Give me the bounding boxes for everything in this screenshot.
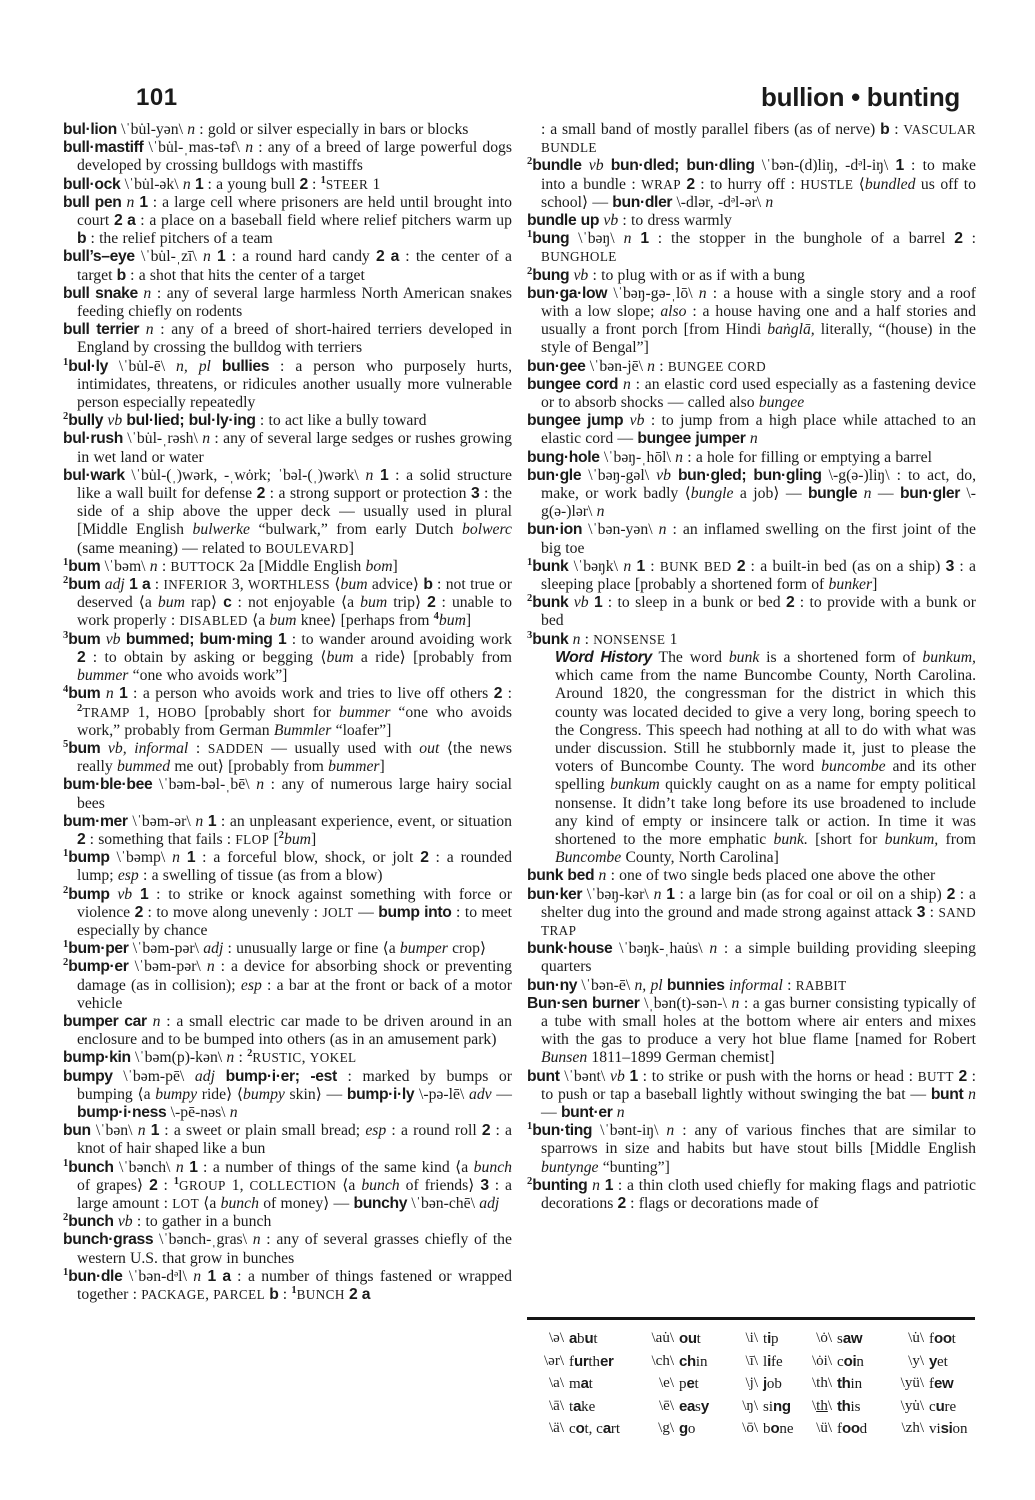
- dictionary-entry: bunk·house \ˈbəŋk-ˌhau̇s\ n : a simple building providing sleeping quarters: [527, 940, 976, 976]
- dictionary-entry: bundle up vb : to dress warmly: [527, 212, 732, 230]
- pron-key-cell: \u̇\ foot: [908, 1330, 956, 1347]
- dictionary-entry: bull terrier n : any of a breed of short-haired terriers developed in England by crossing the bulldog with terriers: [63, 321, 512, 357]
- word-history-note: Word History The word bunk is a shortened form of bunkum, which came from the name Buncombe County, North Carolina. Around 1820, the congressman for the district in which this county was located decided to give a very long, boring speech to the Congress. This speech had nothing at all to do with what was under discussion. Still he stubbornly made it, just to please the voters of Buncombe County. The word buncombe and its other spelling bunkum quickly caught on as a name for empty political nonsense. It didn’t take long before its use broadened to include any kind of empty or insincere talk or action. In time it was shortened to the more emphatic bunk. [short for bunkum, from Buncombe County, North Carolina]: [555, 648, 977, 867]
- dictionary-entry: bull·ock \ˈbu̇l-ək\ n 1 : a young bull 2 : $^1$STEER 1: [63, 174, 381, 193]
- pronunciation-key-table: [527, 1329, 975, 1439]
- dictionary-entry: bun \ˈbən\ n 1 : a sweet or plain small bread; esp : a round roll 2 : a knot of hair shaped like a bun: [63, 1122, 512, 1158]
- dictionary-entry: bumper car n : a small electric car made to be driven around in an enclosure and to be bumped into others (as in an amusement park): [63, 1012, 512, 1049]
- dictionary-entry: $^2$bung vb : to plug with or as if with a bung: [527, 265, 805, 284]
- pron-key-cell: \zh\ vision: [901, 1420, 968, 1437]
- pronunciation-key: [527, 1317, 975, 1439]
- pron-key-cell: \au̇\ out: [651, 1330, 701, 1347]
- dictionary-entry: $^2$bunch vb : to gather in a bunch: [63, 1211, 272, 1231]
- dictionary-entry: bul·lion \ˈbu̇l-yən\ n : gold or silver especially in bars or blocks: [63, 121, 469, 138]
- pron-key-cell: \ər\ further: [544, 1352, 614, 1370]
- dictionary-entry: bum·ble·bee \ˈbəm-bəl-ˌbē\ n : any of numerous large hairy social bees: [63, 776, 512, 812]
- pron-key-cell: \ə\ abut: [549, 1330, 598, 1347]
- pron-key-cell: \ch\ chin: [651, 1352, 708, 1370]
- dictionary-entry: bull snake n : any of several large harmless North American snakes feeding chiefly on rodents: [63, 284, 512, 321]
- dictionary-entry: $^1$bun·dle \ˈbən-dᵊl\ n 1 a : a number of things fastened or wrapped together : PACKAGE, PARCEL b : $^1$BUNCH 2 a: [63, 1266, 512, 1303]
- dictionary-entry: bum·mer \ˈbəm-ər\ n 1 : an unpleasant experience, event, or situation 2 : something that fails : FLOP [$^2$bum]: [63, 812, 512, 848]
- dictionary-entry: bul·wark \ˈbu̇l-(ˌ)wərk, -ˌwȯrk; ˈbəl-(ˌ)wərk\ n 1 : a solid structure like a wall built for defense 2 : a strong support or protection 3 : the side of a ship above the upper deck — usually used in plural [Middle English bulwerke “bulwark,” from early Dutch bolwerc (same meaning) — related to BOULEVARD]: [63, 466, 513, 557]
- pron-key-cell: \yu̇\ cure: [900, 1397, 957, 1415]
- dictionary-entry: $^1$bunch \ˈbənch\ n 1 : a number of things of the same kind ⟨a bunch of grapes⟩ 2 : $^1$GROUP 1, COLLECTION ⟨a bunch of friends⟩ 3 : a large amount : LOT ⟨a bunch of money⟩ — bunchy \ˈbən-chē\ adj: [63, 1157, 512, 1212]
- dictionary-entry: bunt \ˈbənt\ vb 1 : to strike or push with the horns or head : BUTT 2 : to push or tap a baseball lightly without swinging the bat — bunt n — bunt·er n: [527, 1067, 976, 1121]
- pron-key-cell: \yü\ few: [900, 1375, 954, 1392]
- pron-key-cell: \g\ go: [658, 1420, 696, 1437]
- dictionary-entry: $^1$bump \ˈbəmp\ n 1 : a forceful blow, shock, or jolt 2 : a rounded lump; esp : a swelling of tissue (as from a blow): [63, 847, 512, 885]
- dictionary-entry: bun·ny \ˈbən-ē\ n, pl bunnies informal : RABBIT: [527, 976, 847, 994]
- left-column: [63, 121, 512, 1304]
- dictionary-entry: $^1$bum \ˈbəm\ n : BUTTOCK 2a [Middle English bom]: [63, 556, 398, 575]
- pron-key-cell: \ē\ easy: [659, 1397, 709, 1415]
- dictionary-entry: $^2$bunting n 1 : a thin cloth used chiefly for making flags and patriotic decorations 2 : flags or decorations made of: [527, 1175, 976, 1212]
- dictionary-entry: bull·mastiff \ˈbu̇l-ˌmas-təf\ n : any of a breed of large powerful dogs developed by crossing bulldogs with mastiffs: [63, 139, 513, 175]
- dictionary-entry: $^1$bung \ˈbəŋ\ n 1 : the stopper in the bunghole of a barrel 2 : BUNGHOLE: [527, 228, 976, 265]
- pron-key-cell: \ā\ take: [549, 1397, 596, 1415]
- pron-key-cell: \a\ mat: [549, 1375, 593, 1392]
- dictionary-entry: bun·ion \ˈbən-yən\ n : an inflamed swelling on the first joint of the big toe: [527, 521, 976, 557]
- dictionary-entry: $^2$bunk vb 1 : to sleep in a bunk or bed 2 : to provide with a bunk or bed: [527, 593, 976, 630]
- pron-key-cell: \ī\ life: [745, 1352, 783, 1370]
- dictionary-entry: $^1$bul·ly \ˈbu̇l-ē\ n, pl bullies : a person who purposely hurts, intimidates, threatens, or ridicules another usually more vulnerable person especially repeatedly: [63, 356, 512, 412]
- dictionary-entry: bun·ga·low \ˈbəŋ-gə-ˌlō\ n : a house with a single story and a roof with a low slope; also : a house having one and a half stories and usually a front porch [from Hindi baṅglā, literally, “(house) in the style of Bengal”]: [527, 284, 976, 357]
- pron-key-cell: \j\ job: [745, 1375, 782, 1392]
- dictionary-entry: bull pen n 1 : a large cell where prisoners are held until brought into court 2 a : a place on a baseball field where relief pitchers warm up b : the relief pitchers of a team: [63, 193, 512, 248]
- dictionary-entry: bun·ker \ˈbəŋ-kər\ n 1 : a large bin (as for coal or oil on a ship) 2 : a shelter dug into the ground and made strong against attack 3 : SAND TRAP: [527, 885, 976, 938]
- guide-words: bullion • bunting: [761, 82, 960, 112]
- dictionary-entry: bunch·grass \ˈbənch-ˌgras\ n : any of several grasses chiefly of the western U.S. that grow in bunches: [63, 1231, 512, 1267]
- dictionary-entry: bung·hole \ˈbəŋ-ˌhōl\ n : a hole for filling or emptying a barrel: [527, 448, 932, 466]
- pron-key-cell: \ä\ cot, cart: [549, 1420, 620, 1437]
- pron-key-cell: \ŋ\ sing: [742, 1397, 791, 1415]
- dictionary-entry: bul·rush \ˈbu̇l-ˌrəsh\ n : any of several large sedges or rushes growing in wet land or water: [63, 430, 512, 466]
- pron-key-cell: \ȯi\ coin: [811, 1352, 864, 1370]
- dictionary-entry: bull’s–eye \ˈbu̇l-ˌzī\ n 1 : a round hard candy 2 a : the center of a target b : a shot that hits the center of a target: [63, 248, 512, 284]
- dictionary-entry: bungee jump vb : to jump from a high place while attached to an elastic cord — bungee jumper n: [527, 412, 976, 448]
- dictionary-entry: $^2$bump·er \ˈbəm-pər\ n : a device for absorbing shock or preventing damage (as in collision); esp : a bar at the front or back of a motor vehicle: [63, 957, 512, 1012]
- pron-key-cell: \ō\ bone: [742, 1420, 794, 1437]
- pron-key-cell: \i\ tip: [745, 1330, 779, 1347]
- dictionary-entry: $^2$bum adj 1 a : INFERIOR 3, WORTHLESS ⟨bum advice⟩ b : not true or deserved ⟨a bum rap⟩ c : not enjoyable ⟨a bum trip⟩ 2 : unable to work properly : DISABLED ⟨a bum knee⟩ [perhaps from $^4$bum]: [63, 574, 512, 630]
- dictionary-entry: $^1$bunk \ˈbəŋk\ n 1 : BUNK BED 2 : a built-in bed (as on a ship) 3 : a sleeping place [probably a shortened form of bunker]: [527, 556, 976, 594]
- pronunciation-key-rule: [527, 1317, 975, 1320]
- dictionary-entry: : a small band of mostly parallel fibers (as of nerve) b : VASCULAR BUNDLE: [541, 121, 976, 156]
- pron-key-cell: \y\ yet: [908, 1352, 948, 1370]
- dictionary-entry: bun·gle \ˈbəŋ-gəl\ vb bun·gled; bun·gling \-g(ə-)liŋ\ : to act, do, make, or work badly ⟨bungle a job⟩ — bungle n — bun·gler \-g(ə-)lər\ n: [527, 466, 976, 521]
- pron-key-cell: \ȯ\ saw: [816, 1330, 863, 1347]
- dictionary-entry: $^1$bun·ting \ˈbənt-iŋ\ n : any of various finches that are similar to sparrows in size and habits but have stout bills [Middle English buntynge “bunting”]: [527, 1120, 976, 1176]
- right-column: [527, 121, 976, 1304]
- pron-key-cell: \th\ this: [811, 1397, 861, 1415]
- dictionary-entry: bungee cord n : an elastic cord used especially as a fastening device or to absorb shocks — called also bungee: [527, 375, 976, 412]
- dictionary-entry: bump·kin \ˈbəm(p)-kən\ n : $^2$RUSTIC, YOKEL: [63, 1048, 357, 1067]
- pron-key-cell: \th\ thin: [811, 1375, 863, 1392]
- dictionary-entry: bunk bed n : one of two single beds placed one above the other: [527, 867, 936, 885]
- dictionary-entry: $^1$bum·per \ˈbəm-pər\ adj : unusually large or fine ⟨a bumper crop⟩: [63, 938, 487, 958]
- page-number: 101: [136, 84, 178, 111]
- dictionary-entry: $^2$bully vb bul·lied; bul·ly·ing : to act like a bully toward: [63, 411, 427, 430]
- dictionary-entry: $^2$bump vb 1 : to strike or knock against something with force or violence 2 : to move along unevenly : JOLT — bump into : to meet especially by chance: [63, 884, 513, 939]
- dictionary-entry: $^2$bundle vb bun·dled; bun·dling \ˈbən-(d)liŋ, -dᵊl-iŋ\ 1 : to make into a bundle : WRAP 2 : to hurry off : HUSTLE ⟨bundled us off to school⟩ — bun·dler \-dlər, -dᵊl-ər\ n: [527, 156, 976, 211]
- dictionary-entry: bun·gee \ˈbən-jē\ n : BUNGEE CORD: [527, 357, 766, 375]
- dictionary-entry: $^4$bum n 1 : a person who avoids work and tries to live off others 2 : $^2$TRAMP 1, HOBO [probably short for bummer “one who avoids work,” probably from German Bummler “loafer”]: [63, 684, 512, 739]
- dictionary-entry: Bun·sen burner \ˌbən(t)-sən-\ n : a gas burner consisting typically of a tube with small holes at the bottom where air enters and mixes with the gas to produce a very hot blue flame [named for Robert Bunsen 1811–1899 German chemist]: [527, 994, 976, 1067]
- dictionary-entry: $^5$bum vb, informal : SADDEN — usually used with out ⟨the news really bummed me out⟩ [probably from bummer]: [63, 738, 513, 776]
- pron-key-cell: \e\ pet: [659, 1375, 699, 1392]
- dictionary-entry: $^3$bum vb bummed; bum·ming 1 : to wander around avoiding work 2 : to obtain by asking or begging ⟨bum a ride⟩ [probably from bummer “one who avoids work”]: [63, 629, 512, 685]
- text-columns: [63, 121, 976, 1304]
- pron-key-cell: \ü\ food: [816, 1420, 868, 1437]
- dictionary-entry: $^3$bunk n : NONSENSE 1: [527, 629, 678, 648]
- dictionary-entry: bumpy \ˈbəm-pē\ adj bump·i·er; -est : marked by bumps or bumping ⟨a bumpy ride⟩ ⟨bumpy skin⟩ — bump·i·ly \-pə-lē\ adv — bump·i·ness \-pē-nəs\ n: [63, 1067, 512, 1121]
